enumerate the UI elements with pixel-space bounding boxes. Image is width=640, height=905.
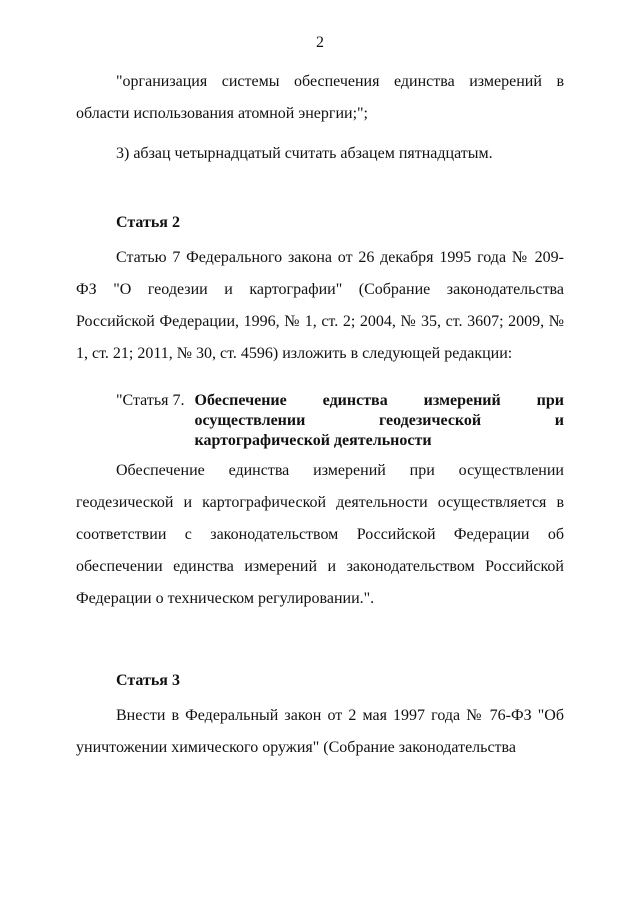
article-7-text: Обеспечение единства измерений при осуществлении геодезической и картографической деятельности осуществляется в соответствии с законодательством Российской Федерации об обеспечении единства измерений и законодательством Российской Федерации о техническом регулировании.". bbox=[76, 462, 564, 607]
article-7-heading bbox=[116, 391, 564, 451]
page-number: 2 bbox=[316, 34, 324, 51]
article-7-number: "Статья 7. bbox=[116, 392, 185, 409]
article-2-text: Статью 7 Федерального закона от 26 декабря 1995 года № 209-ФЗ "О геодезии и картографии" (Собрание законодательства Российской Федерации, 1996, № 1, ст. 2; 2004, № 35, ст. 3607; 2009, № 1, ст. 21; 2011, № 30, ст. 4596) изложить в следующей редакции: bbox=[76, 249, 564, 362]
article-3-text: Внести в Федеральный закон от 2 мая 1997 года № 76-ФЗ "Об уничтожении химического оружия" (Собрание законодательства bbox=[76, 707, 564, 756]
article-7-title: Обеспечение единства измерений при осуществлении геодезической и картографической деятельности bbox=[194, 392, 564, 449]
article-2-heading: Статья 2 bbox=[116, 214, 180, 231]
paragraph-atomic-energy: "организация системы обеспечения единства измерений в области использования атомной энергии;"; bbox=[76, 73, 564, 122]
article-3-heading: Статья 3 bbox=[116, 672, 180, 689]
paragraph-abzac: 3) абзац четырнадцатый считать абзацем пятнадцатым. bbox=[116, 145, 493, 162]
